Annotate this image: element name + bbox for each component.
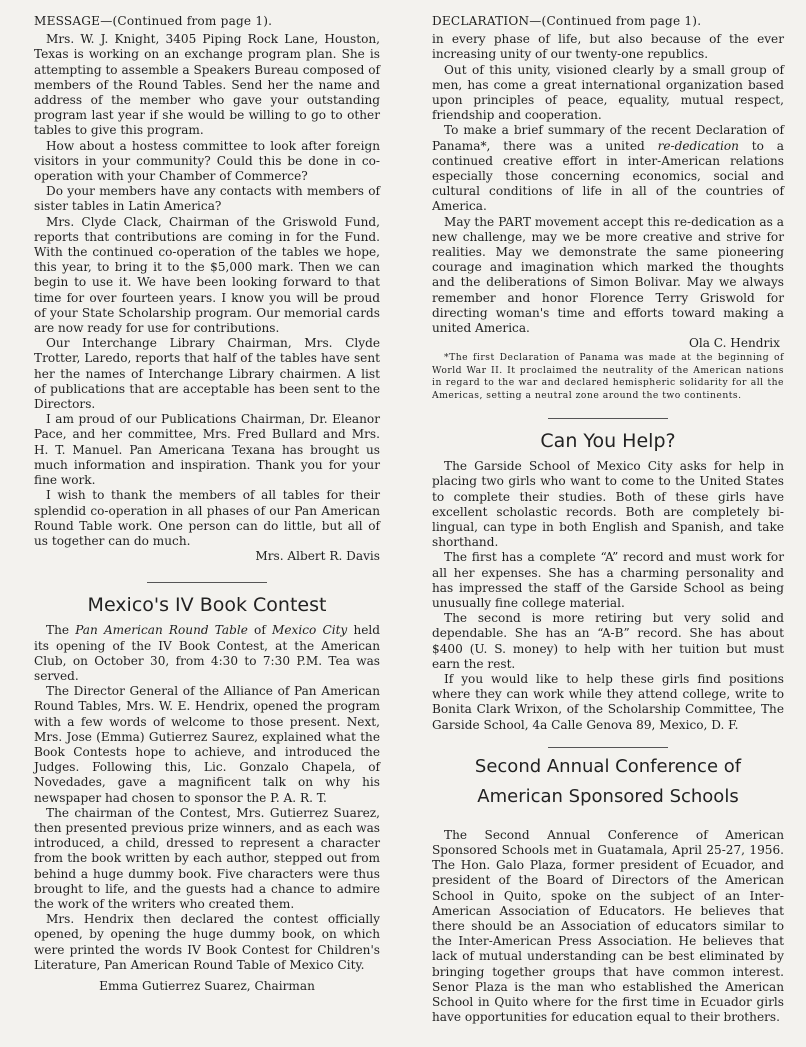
declaration-paragraph: Out of this unity, visioned clearly by a small group of men, has come a great international organization based upon principles of peace, equality, mutual respect, friendship and cooperation. xyxy=(432,62,784,123)
section-divider xyxy=(147,582,267,583)
help-paragraph: If you would like to help these girls find positions where they can work while they attend college, write to Bonita Clark Wrixon, of the Scholarship Committee, The Garside School, 4a Calle Genova 89, Mexico, D. F. xyxy=(432,671,784,732)
message-signature: Mrs. Albert R. Davis xyxy=(255,549,380,564)
contest-text: The xyxy=(46,623,76,638)
contest-paragraph: The Director General of the Alliance of Pan American Round Tables, Mrs. W. E. Hendrix, opened the program with a few words of welcome to those present. Next, Mrs. Jose (Emma) Gutierrez Saurez, explained what the Book Contests hope to achieve, and introduced the Judges. Following this, Lic. Gonzalo Chapela, of Novedades, gave a magnificent talk on why his newspaper had chosen to sponsor the P. A. R. T. xyxy=(34,684,380,805)
message-paragraph: Mrs. Clyde Clack, Chairman of the Griswold Fund, reports that contributions are coming in for the Fund. With the continued co-operation of the tables we hope, this year, to bring it to the $5,000 mark. Then we can begin to use it. We have been looking forward to that time for over fourteen years. I know you will be proud of your State Scholarship program. Our memorial cards are now ready for use for contributions. xyxy=(34,214,380,336)
contest-title: Mexico's IV Book Contest xyxy=(87,594,327,617)
declaration-paragraph: May the PART movement accept this re-dedication as a new challenge, may we be more creative and strive for realities. May we demonstrate the same pioneering courage and imagination which marked the thoughts and the deliberations of Simon Bolivar. May we always remember and honor Florence Terry Griswold for directing woman's time and efforts toward making a united America. xyxy=(432,214,784,336)
message-paragraph: I am proud of our Publications Chairman, Dr. Eleanor Pace, and her committee, Mrs. Fred Bullard and Mrs. H. T. Manuel. Pan Americana Texana has brought us much information and inspiration. Thank you for your fine work. xyxy=(34,412,380,488)
conference-title-line-2: American Sponsored Schools xyxy=(477,785,739,807)
contest-italic-text: Mexico City xyxy=(272,623,348,638)
declaration-signature: Ola C. Hendrix xyxy=(688,336,780,351)
declaration-text: to a continued creative effort in inter-American relations especially those concerning economics, social and cultural conditions of life in all of the countries of America. xyxy=(432,138,784,214)
message-continued-heading: MESSAGE—(Continued from page 1). xyxy=(34,14,273,28)
section-divider xyxy=(548,418,668,419)
message-paragraph: Mrs. W. J. Knight, 3405 Piping Rock Lane, Houston, Texas is working on an exchange program plan. She is attempting to assemble a Speakers Bureau composed of members of the Round Tables. Send her the name and address of the member who gave your outstanding program last year if she would be willing to go to other tables to give this program. xyxy=(34,32,380,138)
contest-text: of xyxy=(247,623,272,638)
declaration-footnote: *The first Declaration of Panama was made at the beginning of World War II. It proclaimed the neutrality of the American nations in regard to the war and declared hemispheric solidarity for all the Americas, setting a neutral zone around the two continents. xyxy=(432,352,784,401)
message-paragraph: How about a hostess committee to look after foreign visitors in your community? Could this be done in co-operation with your Chamber of Commerce? xyxy=(34,138,380,184)
declaration-text: To make a brief summary of the recent Declaration of Panama*, there was a united xyxy=(432,123,784,153)
message-paragraph: I wish to thank the members of all tables for their splendid co-operation in all phases of our Pan American Round Table work. One person can do little, but all of us together can do much. xyxy=(34,488,380,548)
conference-paragraph: The Second Annual Conference of American Sponsored Schools met in Guatamala, April 25-27, 1956. The Hon. Galo Plaza, former president of Ecuador, and president of the Board of Directors of the American School in Quito, spoke on the subject of an Inter-American Association of Educators. He believes that there should be an Association of educators similar to the Inter-American Press Association. He believes that lack of mutual understanding can be best eliminated by bringing together groups that have common interest. Senor Plaza is the man who established the American School in Quito where for the first time in Ecuador girls have opportunities for education equal to their brothers. xyxy=(432,827,784,1025)
declaration-paragraph xyxy=(432,123,784,214)
contest-signature: Emma Gutierrez Suarez, Chairman xyxy=(99,978,315,993)
contest-paragraph: The chairman of the Contest, Mrs. Gutierrez Suarez, then presented previous prize winners, and as each was introduced, a child, dressed to represent a character from the book written by each author, stepped out from behind a huge dummy book. Five characters were thus brought to life, and the guests had a chance to admire the work of the writers who created them. xyxy=(34,805,380,911)
right-column xyxy=(432,14,784,1025)
contest-paragraph xyxy=(34,623,380,684)
left-column xyxy=(34,14,380,994)
contest-paragraph: Mrs. Hendrix then declared the contest officially opened, by opening the huge dummy book, on which were printed the words IV Book Contest for Children's Literature, Pan American Round Table of Mexico City. xyxy=(34,912,380,972)
declaration-paragraph: in every phase of life, but also because of the ever increasing unity of our twenty-one republics. xyxy=(432,32,784,62)
declaration-continued-heading: DECLARATION—(Continued from page 1). xyxy=(432,14,702,28)
message-paragraph: Our Interchange Library Chairman, Mrs. Clyde Trotter, Laredo, reports that half of the tables have sent her the names of Interchange Library chairmen. A list of publications that are acceptable has been sent to the Directors. xyxy=(34,336,380,412)
declaration-italic-text: re-dedication xyxy=(657,138,739,153)
help-paragraph: The Garside School of Mexico City asks for help in placing two girls who want to come to the United States to complete their studies. Both of these girls have excellent scholastic records. Both are completely bi-lingual, can type in both English and Spanish, and take shorthand. xyxy=(432,459,784,550)
conference-title-line-1: Second Annual Conference of xyxy=(474,755,742,777)
section-divider xyxy=(548,747,668,748)
help-paragraph: The first has a complete “A” record and must work for all her expenses. She has a charming personality and has impressed the staff of the Garside School as being unusually fine college material. xyxy=(432,550,784,610)
help-title: Can You Help? xyxy=(540,430,676,453)
message-paragraph: Do your members have any contacts with members of sister tables in Latin America? xyxy=(34,184,380,214)
contest-italic-text: Pan American Round Table xyxy=(75,623,248,638)
help-paragraph: The second is more retiring but very solid and dependable. She has an “A-B” record. She has about $400 (U. S. money) to help with her tuition but must earn the rest. xyxy=(432,611,784,671)
contest-text: held its opening of the IV Book Contest, at the American Club, on October 30, from 4:30 to 7:30 P.M. Tea was served. xyxy=(34,623,381,683)
